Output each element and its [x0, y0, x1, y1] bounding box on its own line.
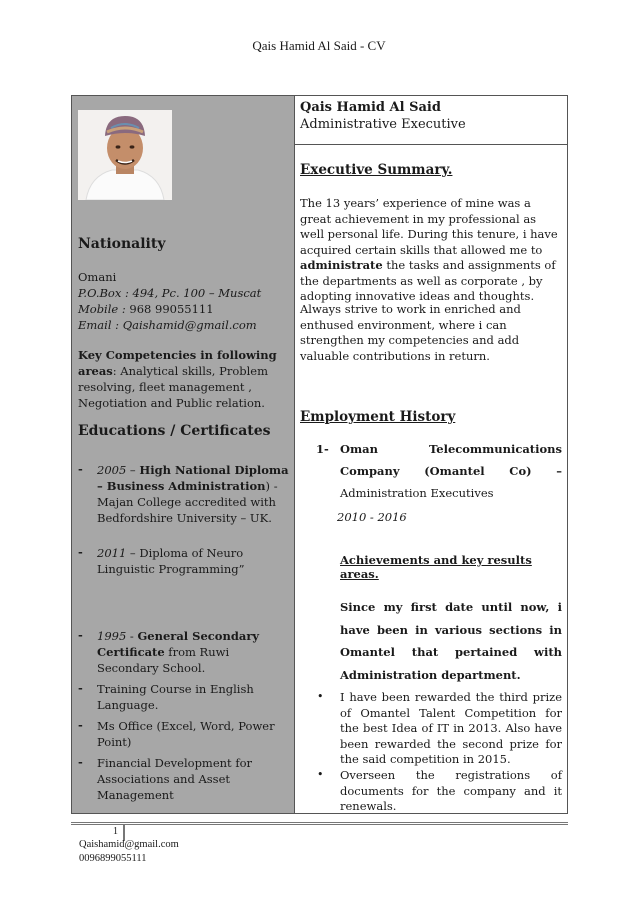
edu-detail: from Ruwi Secondary School.	[97, 645, 230, 675]
employment-history-heading: Employment History	[300, 409, 456, 425]
job-number: 1-	[316, 442, 329, 456]
summary-heading-dot: .	[447, 162, 453, 178]
competencies-label: Key Competencies in following areas	[78, 348, 277, 378]
summary-paragraph-2: Always strive to work in enriched and enthused environment, where i can strengthen my competencies and add valuable contributions in return.	[300, 302, 521, 363]
summary-text-c: the tasks and assignments of the departments as well as corporate , by adopting innovative ideas and thoughts.	[300, 258, 556, 303]
summary-paragraph-1	[300, 196, 562, 305]
edu-sep: –	[126, 463, 140, 477]
job-company: Oman Telecommunications Company (Omantel Co) –	[340, 442, 562, 478]
footer-phone: 0096899055111	[79, 853, 147, 864]
achievement-bullet-2: Overseen the registrations of documents for the company and it renewals.	[340, 768, 562, 813]
achievements-intro: Since my first date until now, i have been in various sections in Omantel that pertained with Administration department.	[340, 600, 562, 682]
course-english: Training Course in English Language.	[97, 682, 254, 712]
pobox-address: P.O.Box : 494, Pc. 100 – Muscat	[78, 286, 262, 300]
competencies-text: : Analytical skills, Problem resolving, fleet management , Negotiation and Public relation.	[78, 364, 268, 410]
mobile-number: 968 99055111	[129, 302, 214, 316]
name-block	[300, 99, 466, 133]
executive-summary-heading	[300, 162, 452, 178]
edu-sep: –	[126, 546, 140, 560]
edu-detail: ) - Majan College accredited with Bedfordshire University – UK.	[97, 479, 278, 525]
edu-dash-1: -	[78, 462, 83, 476]
footer-email: Qaishamid@gmail.com	[79, 839, 179, 850]
cv-table	[71, 95, 568, 814]
nationality-value: Omani	[78, 270, 117, 284]
footer-rule	[71, 822, 568, 825]
job-period: 2010 - 2016	[337, 510, 407, 524]
profile-photo-illustration	[78, 110, 172, 200]
edu-year: 2011	[97, 546, 127, 560]
nationality-heading: Nationality	[78, 236, 166, 252]
course-ms-office: Ms Office (Excel, Word, Power Point)	[97, 719, 275, 749]
candidate-role: Administrative Executive	[300, 117, 466, 132]
left-column	[72, 96, 295, 813]
summary-text-bold: administrate	[300, 258, 383, 272]
summary-text-a: The 13 years’ experience of mine was a great achievement in my professional as well personal life. During this tenure, i have acquired certain skills that allowed me to	[300, 196, 558, 257]
course-dash-1: -	[78, 681, 83, 695]
key-competencies	[78, 347, 286, 411]
header-divider	[295, 144, 567, 145]
edu-dash-3: -	[78, 628, 83, 642]
edu-sep: -	[126, 629, 138, 643]
edu-dash-2: -	[78, 545, 83, 559]
course-dash-3: -	[78, 755, 83, 769]
profile-photo	[78, 110, 172, 200]
mobile-label: Mobile :	[78, 302, 130, 316]
right-column	[295, 96, 567, 813]
achievement-bullet-1: I have been rewarded the third prize of Omantel Talent Competition for the best Idea of IT in 2013. Also have been rewarded the second prize for the said competition in 2015.	[340, 690, 562, 766]
edu-detail: Diploma of Neuro Linguistic Programming”	[97, 546, 245, 576]
email-line: Email : Qaishamid@gmail.com	[78, 318, 257, 332]
achievements-heading: Achievements and key results areas.	[340, 553, 532, 581]
edu-item-2005	[97, 462, 289, 526]
summary-heading-text: Executive Summary	[300, 162, 448, 178]
job-title: Administration Executives	[340, 486, 494, 500]
bullet-glyph-2: •	[317, 768, 324, 781]
edu-item-2011	[97, 545, 289, 577]
page-number: 1	[113, 826, 118, 837]
course-dash-2: -	[78, 718, 83, 732]
edu-year: 1995	[97, 629, 127, 643]
page-header-title: Qais Hamid Al Said - CV	[252, 38, 386, 53]
course-financial: Financial Development for Associations and Asset Management	[97, 756, 252, 802]
edu-item-1995	[97, 628, 289, 676]
edu-degree: General Secondary Certificate	[97, 629, 260, 659]
bullet-glyph-1: •	[317, 690, 324, 703]
mobile-line	[78, 301, 214, 317]
education-heading: Educations / Certificates	[78, 423, 271, 439]
edu-year: 2005	[97, 463, 127, 477]
edu-degree: High National Diploma – Business Administration	[97, 463, 289, 493]
job-entry	[340, 438, 562, 504]
candidate-name: Qais Hamid Al Said	[300, 100, 441, 115]
